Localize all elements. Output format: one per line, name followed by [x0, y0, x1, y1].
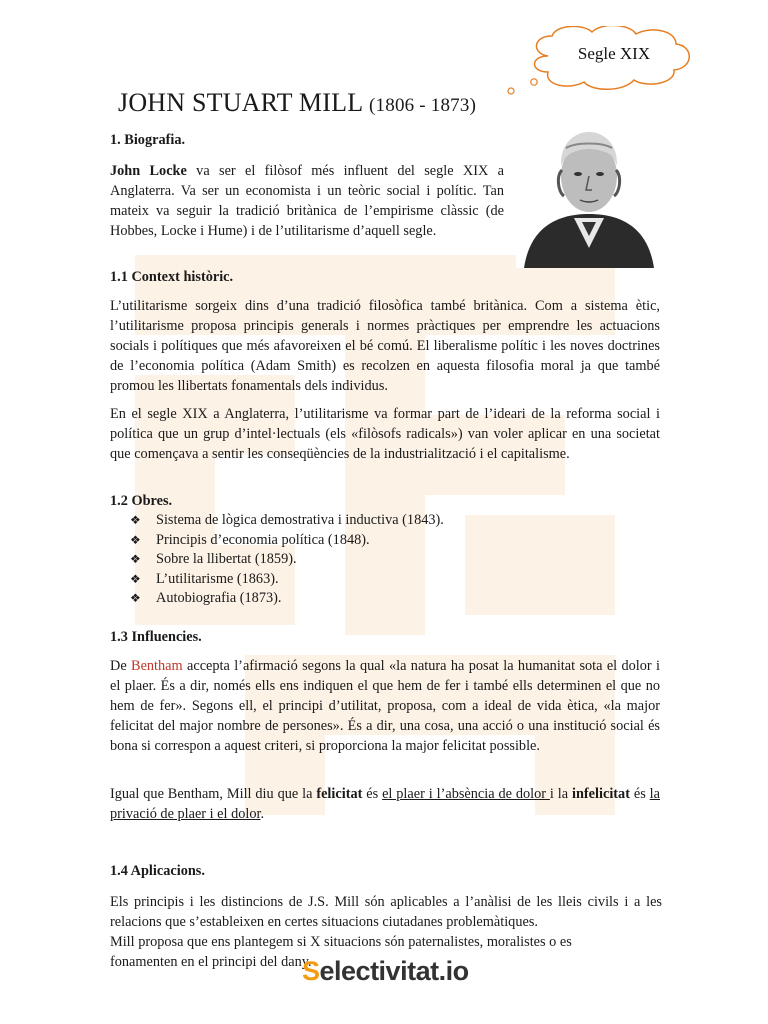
- bubble-dot-icon: [506, 86, 516, 96]
- logo-s: S: [302, 956, 320, 986]
- title-name: JOHN STUART MILL: [118, 88, 363, 117]
- underlined-definition-2: la privació de plaer i el dolor: [110, 786, 660, 822]
- heading-influencies: 1.3 Influencies.: [110, 629, 202, 645]
- heading-context: 1.1 Context històric.: [110, 269, 234, 285]
- heading-aplicacions: 1.4 Aplicacions.: [110, 863, 205, 879]
- apps-paragraph-1: Els principis i les distincions de J.S. Mill són aplicables a l’anàlisi de les lleis civils i a les relacions que s’estableixen en certes situacions ciutadanes problemàtiques.: [110, 894, 662, 930]
- bio-text: va ser el filòsof més influent del segle XIX a Anglaterra. Va ser un economista i un teòric social i polític. Tan mateix va seguir la tradició britànica de l’empirisme clàssic (de Hobbes, Locke i Hume) i de l’utilitarisme d’aquell segle.: [110, 163, 504, 239]
- bubble-label: Segle XIX: [577, 44, 651, 63]
- infelicitat-bold: infelicitat: [572, 786, 630, 802]
- thought-bubble: [526, 26, 694, 106]
- selectivitat-logo: [302, 956, 469, 987]
- diamond-bullet-icon: ❖: [130, 571, 141, 586]
- portrait-image: [516, 118, 662, 268]
- diamond-bullet-icon: ❖: [130, 513, 141, 527]
- apps-paragraph-2: Mill proposa que ens plantegem si X situacions són paternalistes, moralistes o es fonamenten en el principi del dany.: [110, 934, 572, 970]
- list-item: ❖ Sobre la llibertat (1859).: [130, 550, 444, 570]
- heading-obres: 1.2 Obres.: [110, 493, 173, 509]
- underlined-definition-1: el plaer i l’absència de dolor: [382, 786, 550, 802]
- bentham-highlight: Bentham: [131, 658, 183, 674]
- influences-paragraph-1: De Bentham accepta l’afirmació segons la qual «la natura ha posat la humanitat sota el dolor i el plaer. És a dir, només ells ens indiquen el que hem de fer i també ells determinen el que no hem de fer». Segons ell, el principi d’utilitat, proposa, com a ideal de vida ètica, «la major felicitat del major nombre de persones». És a dir, una cosa, una acció o una institució social és bona si correspon a aquest criteri, si proporciona la major felicitat possible.: [110, 658, 660, 754]
- influences-paragraph-2: Igual que Bentham, Mill diu que la felicitat és el plaer i l’absència de dolor i la infelicitat és la privació de plaer i el dolor.: [110, 786, 660, 822]
- list-item: ❖ Principis d’economia política (1848).: [130, 531, 444, 551]
- list-item: ❖ L’utilitarisme (1863).: [130, 570, 444, 590]
- context-paragraph-1: L’utilitarisme sorgeix dins d’una tradició filosòfica també britànica. Com a sistema ètic, l’utilitarisme proposa principis generals i normes pràctiques per emprendre les actuacions socials i polítiques que més afavoreixen el bé comú. El liberalisme polític i les noves doctrines de l’economia política (Adam Smith) es recolzen en aquesta filosofia moral ja que també promou les llibertats fonamentals dels individus.: [110, 298, 660, 394]
- diamond-bullet-icon: ❖: [130, 591, 141, 605]
- felicitat-bold: felicitat: [316, 786, 363, 802]
- title-years: (1806 - 1873): [369, 95, 477, 116]
- bio-name: John Locke: [110, 163, 187, 179]
- diamond-bullet-icon: ❖: [130, 532, 141, 547]
- heading-biografia: 1. Biografia.: [110, 132, 186, 148]
- diamond-bullet-icon: ❖: [130, 552, 141, 566]
- list-item: ❖ Autobiografia (1873).: [130, 589, 444, 609]
- works-list: [130, 511, 444, 609]
- context-paragraph-2: En el segle XIX a Anglaterra, l’utilitarisme va formar part de l’ideari de la reforma social i política que un grup d’intel·lectuals (els «filòsofs radicals») van voler aplicar en una societat que començava a sentir les conseqüències de la industrialització i el capitalisme.: [110, 406, 660, 462]
- list-item: ❖ Sistema de lògica demostrativa i inductiva (1843).: [130, 511, 444, 531]
- bio-paragraph: [110, 161, 504, 241]
- logo-text: electivitat.io: [319, 956, 469, 986]
- page-title: [118, 88, 476, 118]
